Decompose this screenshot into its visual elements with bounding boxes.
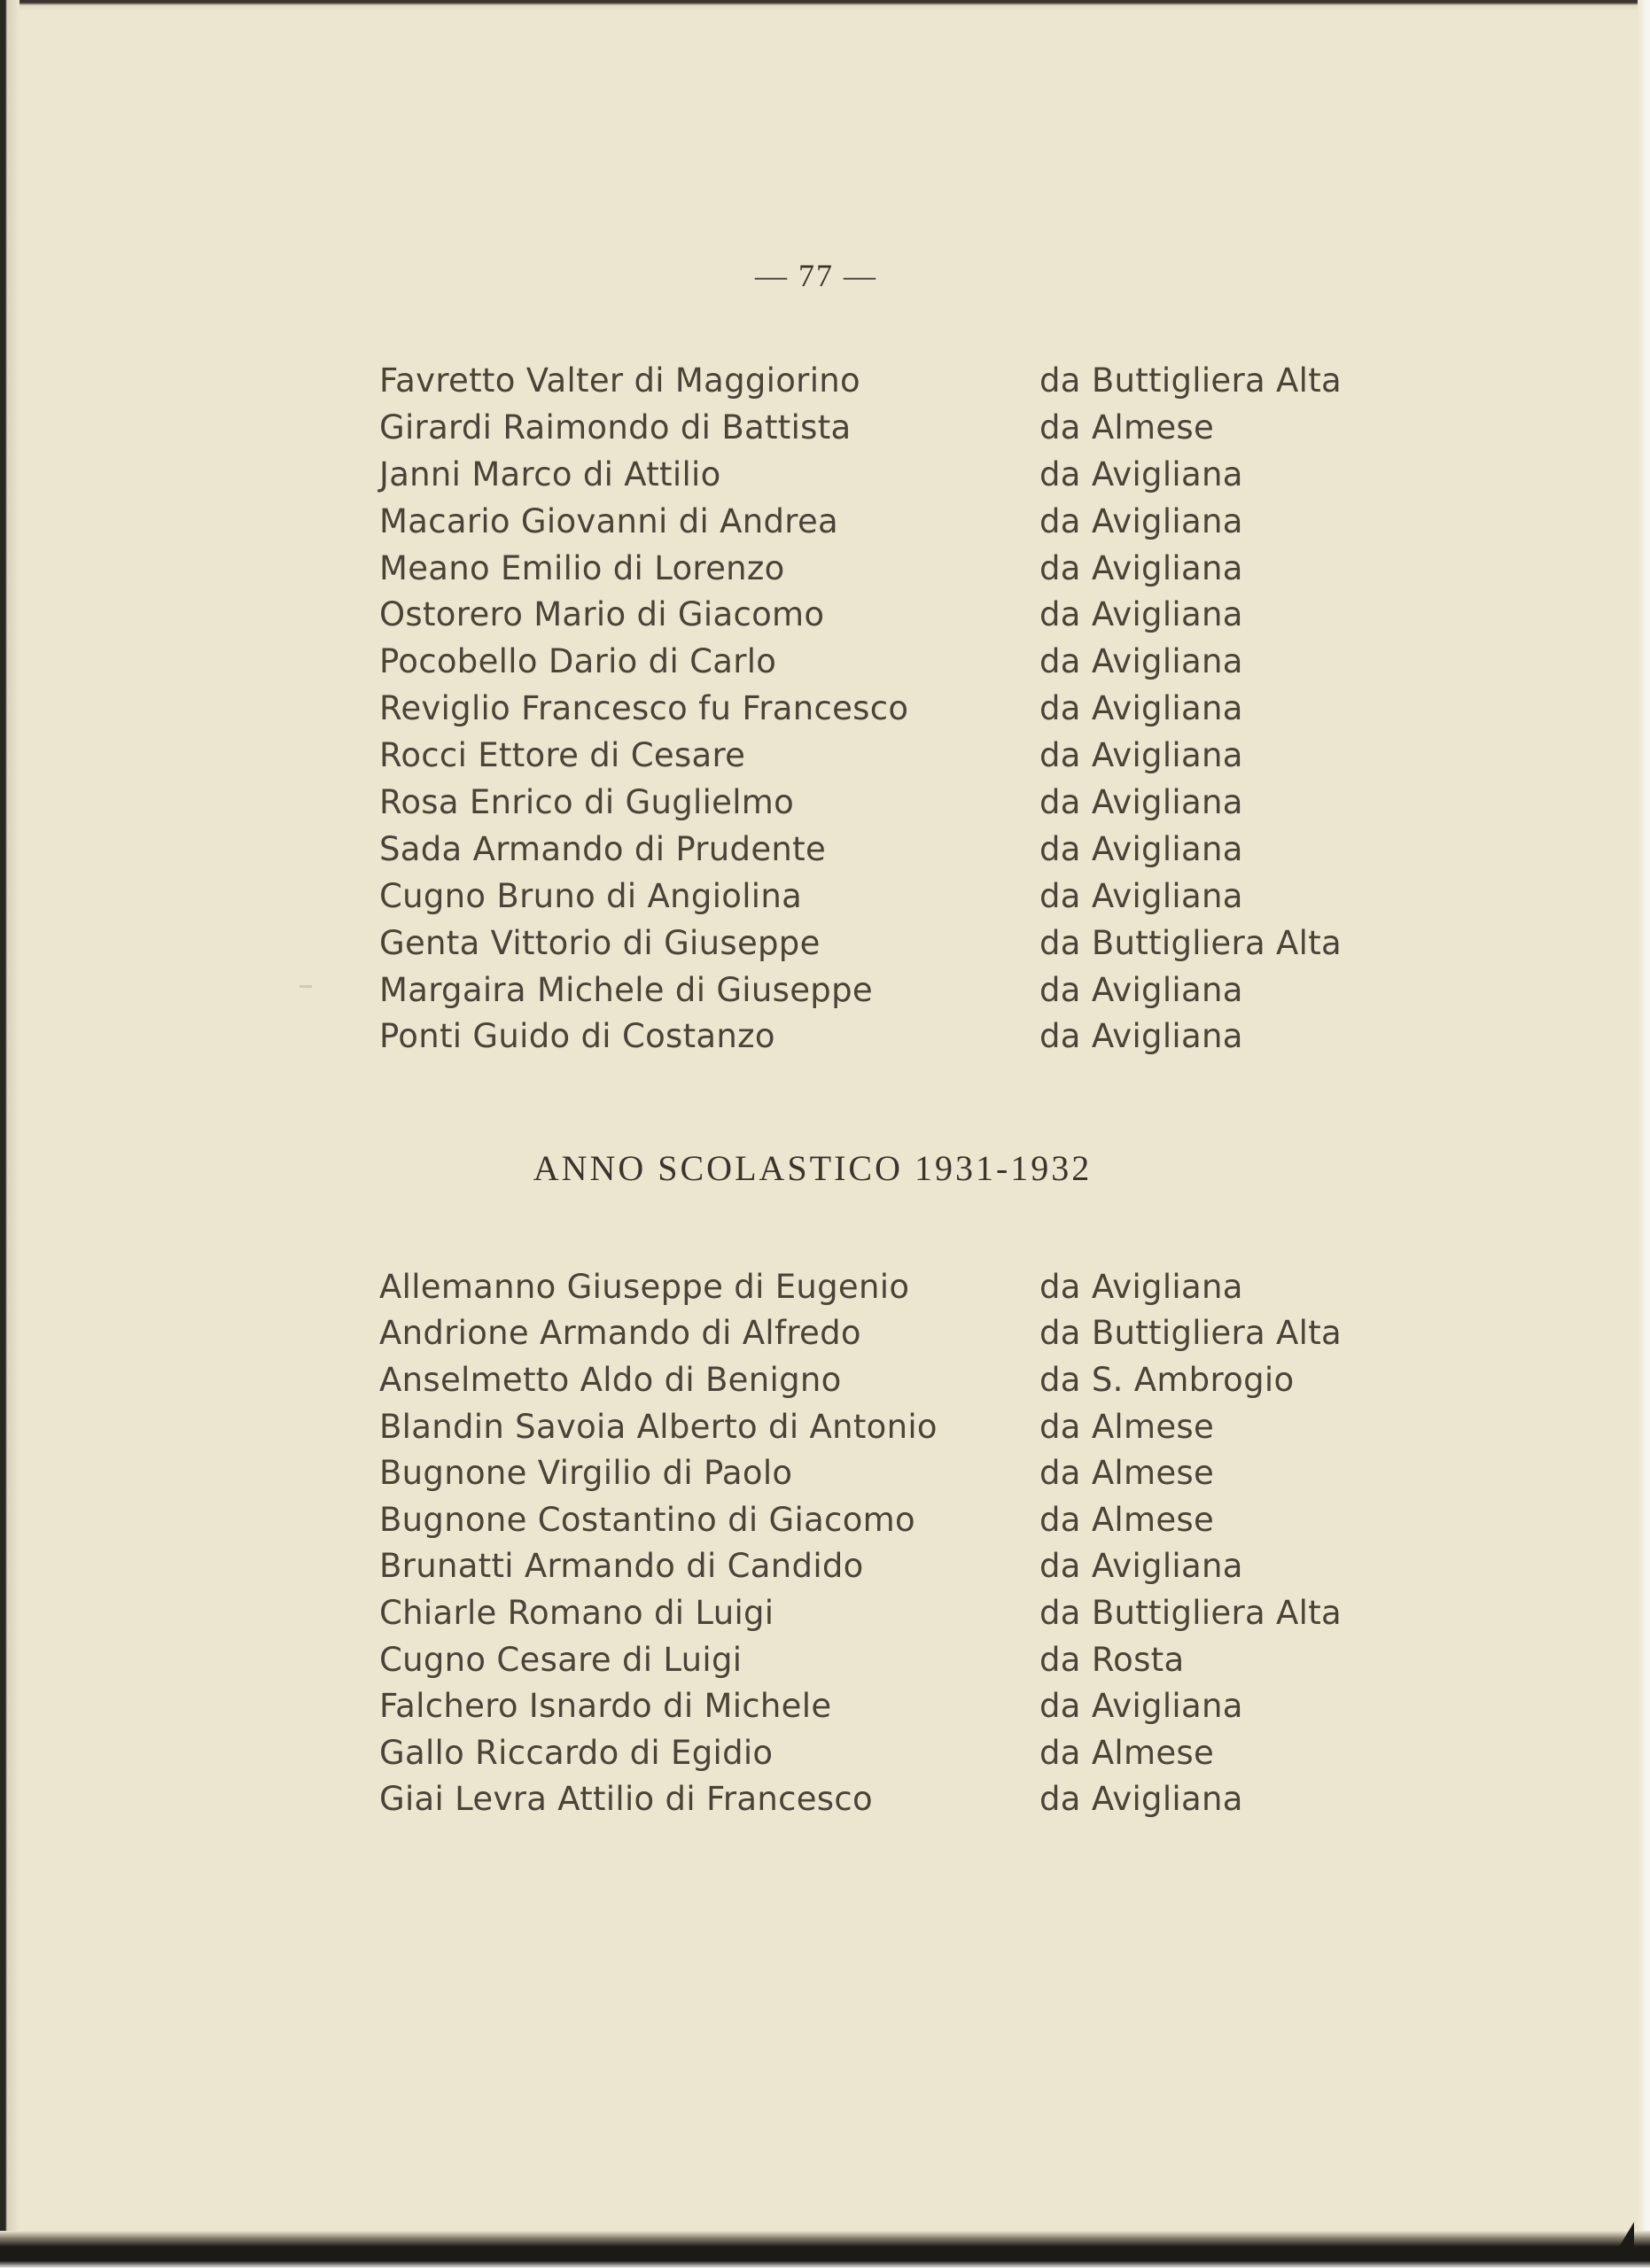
student-origin: da S. Ambrogio: [1039, 1360, 1295, 1399]
student-origin: da Almese: [1039, 1500, 1215, 1539]
list-item: [379, 451, 1443, 498]
list-item: [379, 1543, 1443, 1590]
list-item: [379, 1729, 1443, 1776]
list-item: [379, 1496, 1443, 1543]
student-origin: da Buttigliera Alta: [1039, 923, 1342, 962]
list-item: [379, 967, 1443, 1014]
student-name: Margaira Michele di Giuseppe: [379, 970, 873, 1009]
list-item: [379, 1589, 1443, 1636]
section-heading: ANNO SCOLASTICO 1931-1932: [533, 1148, 1093, 1188]
student-origin: da Avigliana: [1039, 1780, 1243, 1819]
student-name: Macario Giovanni di Andrea: [379, 501, 839, 540]
list-item: [379, 498, 1443, 545]
list-item: [379, 920, 1443, 967]
list-item: [379, 638, 1443, 685]
student-origin: da Buttigliera Alta: [1039, 1593, 1342, 1632]
student-origin: da Buttigliera Alta: [1039, 1314, 1342, 1353]
student-origin: da Avigliana: [1039, 829, 1243, 868]
student-name: Brunatti Armando di Candido: [379, 1547, 864, 1586]
student-name: Allemanno Giuseppe di Eugenio: [379, 1267, 910, 1306]
list-item: [379, 1449, 1443, 1496]
student-name: Bugnone Costantino di Giacomo: [379, 1500, 915, 1539]
student-origin: da Almese: [1039, 1407, 1215, 1446]
student-name: Rosa Enrico di Guglielmo: [379, 782, 795, 821]
student-name: Reviglio Francesco fu Francesco: [379, 689, 909, 728]
student-origin: da Avigliana: [1039, 1547, 1243, 1586]
list-item: [379, 1403, 1443, 1450]
list-item: [379, 1356, 1443, 1403]
list-item: [379, 357, 1443, 404]
student-name: Girardi Raimondo di Battista: [379, 408, 852, 447]
student-name: Falchero Isnardo di Michele: [379, 1687, 832, 1726]
list-item: [379, 685, 1443, 732]
student-origin: da Avigliana: [1039, 1017, 1243, 1056]
student-name: Genta Vittorio di Giuseppe: [379, 923, 821, 962]
list-item: [379, 1310, 1443, 1357]
student-origin: da Avigliana: [1039, 1267, 1243, 1306]
student-name: Favretto Valter di Maggiorino: [379, 361, 860, 400]
list-item: [379, 779, 1443, 826]
student-origin: da Avigliana: [1039, 782, 1243, 821]
student-origin: da Avigliana: [1039, 970, 1243, 1009]
student-name: Pocobello Dario di Carlo: [379, 642, 777, 681]
student-origin: da Buttigliera Alta: [1039, 361, 1342, 400]
list-item: [379, 1636, 1443, 1683]
student-name: Cugno Bruno di Angiolina: [379, 876, 803, 915]
student-origin: da Rosta: [1039, 1640, 1185, 1679]
student-name: Blandin Savoia Alberto di Antonio: [379, 1407, 938, 1446]
student-origin: da Avigliana: [1039, 454, 1243, 493]
student-origin: da Almese: [1039, 1454, 1215, 1493]
student-name: Meano Emilio di Lorenzo: [379, 548, 785, 587]
student-name: Cugno Cesare di Luigi: [379, 1640, 743, 1679]
student-list-1930-1931: [379, 357, 1443, 1060]
list-item: [379, 1682, 1443, 1729]
student-name: Janni Marco di Attilio: [379, 454, 721, 493]
list-item: [379, 732, 1443, 779]
student-origin: da Avigliana: [1039, 1687, 1243, 1726]
student-origin: da Avigliana: [1039, 876, 1243, 915]
student-origin: da Almese: [1039, 1733, 1215, 1772]
student-origin: da Avigliana: [1039, 642, 1243, 681]
page-number: — 77 —: [755, 258, 877, 293]
student-origin: da Avigliana: [1039, 501, 1243, 540]
list-item: [379, 873, 1443, 920]
student-origin: da Avigliana: [1039, 548, 1243, 587]
student-name: Rocci Ettore di Cesare: [379, 736, 746, 775]
student-name: Gallo Riccardo di Egidio: [379, 1733, 774, 1772]
list-item: [379, 591, 1443, 638]
list-item: [379, 1013, 1443, 1060]
list-item: [379, 545, 1443, 592]
student-name: Chiarle Romano di Luigi: [379, 1593, 774, 1632]
student-name: Giai Levra Attilio di Francesco: [379, 1780, 873, 1819]
student-origin: da Avigliana: [1039, 595, 1243, 634]
student-name: Andrione Armando di Alfredo: [379, 1314, 861, 1353]
student-name: Ponti Guido di Costanzo: [379, 1017, 775, 1056]
student-name: Ostorero Mario di Giacomo: [379, 595, 825, 634]
student-list-1931-1932: [379, 1263, 1443, 1822]
list-item: [379, 1776, 1443, 1823]
student-name: Bugnone Virgilio di Paolo: [379, 1454, 793, 1493]
list-item: [379, 404, 1443, 451]
student-origin: da Almese: [1039, 408, 1215, 447]
list-item: [379, 1263, 1443, 1310]
student-origin: da Avigliana: [1039, 689, 1243, 728]
student-name: Anselmetto Aldo di Benigno: [379, 1360, 842, 1399]
student-origin: da Avigliana: [1039, 736, 1243, 775]
list-item: [379, 826, 1443, 873]
student-name: Sada Armando di Prudente: [379, 829, 827, 868]
